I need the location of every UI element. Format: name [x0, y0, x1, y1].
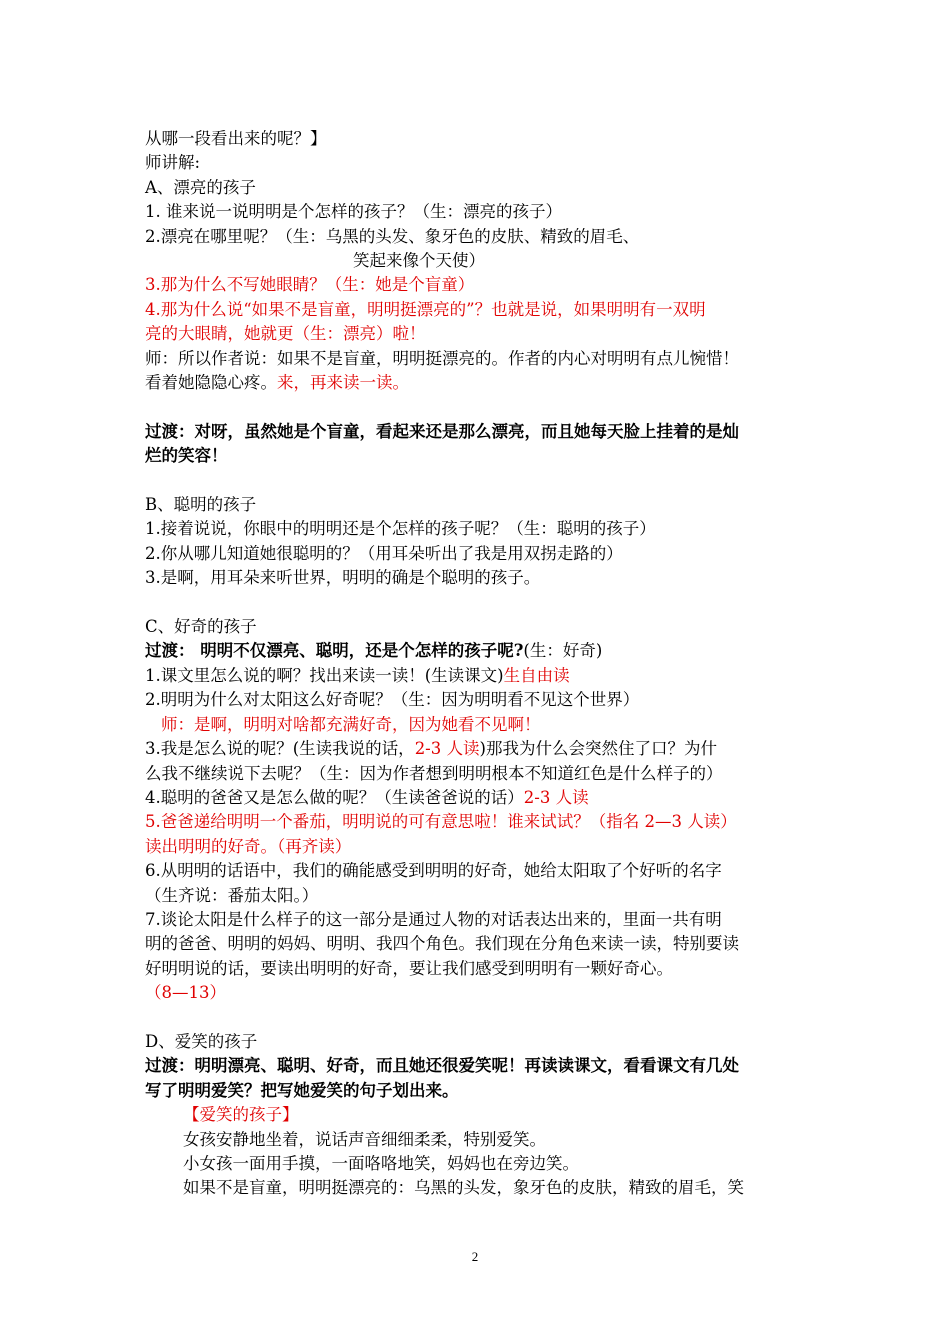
highlight-span: 2-3 人读: [414, 739, 480, 759]
text-span: )那我为什么会突然住了口？为什: [479, 739, 717, 759]
quote-line: 女孩安静地坐着，说话声音细细柔柔，特别爱笑。: [183, 1129, 546, 1149]
quote-line: 小女孩一面用手摸，一面咯咯地笑，妈妈也在旁边笑。: [183, 1154, 579, 1173]
text-span: 3.我是怎么说的呢？(生读我说的话，: [145, 739, 415, 759]
highlight-line: 亮的大眼睛，她就更（生：漂亮）啦！: [145, 324, 426, 344]
text-span: (生：好奇): [523, 641, 603, 661]
text-line: [145, 664, 810, 688]
subsection-heading: C、好奇的孩子: [145, 617, 257, 637]
highlight-span: 生自由读: [503, 665, 570, 685]
text-line: [145, 639, 810, 663]
highlight-line: 读出明明的好奇。（再齐读）: [145, 836, 352, 856]
text-span: 1.课文里怎么说的啊？找出来读一读！(生读课文): [145, 665, 504, 685]
text-line: 2.漂亮在哪里呢？（生：乌黑的头发、象牙色的皮肤、精致的眉毛、: [145, 226, 640, 246]
text-line: 么我不继续说下去呢？（生：因为作者想到明明根本不知道红色是什么样子的）: [145, 763, 723, 783]
section-heading: 师讲解:: [145, 153, 201, 173]
highlight-line: 【爱笑的孩子】: [183, 1105, 299, 1125]
spacer: [145, 395, 810, 419]
highlight-line: 3.那为什么不写她眼睛？（生：她是个盲童）: [145, 275, 475, 295]
highlight-line: 4.那为什么说“如果不是盲童，明明挺漂亮的”？也就是说，如果明明有一双明: [145, 299, 706, 319]
highlight-span: 来，再来读一读。: [277, 373, 409, 393]
document-body: [145, 127, 810, 1201]
subsection-heading: A、漂亮的孩子: [145, 177, 256, 197]
text-line: [145, 786, 810, 810]
spacer: [145, 469, 810, 493]
text-line: 3.是啊，用耳朵来听世界，明明的确是个聪明的孩子。: [145, 568, 541, 588]
text-span: 4.聪明的爸爸又是怎么做的呢？（生读爸爸说的话）: [145, 787, 524, 807]
transition-line: 过渡：明明漂亮、聪明、好奇，而且她还很爱笑呢！再读读课文，看看课文有几处: [145, 1056, 739, 1076]
text-line: 从哪一段看出来的呢？】: [145, 129, 327, 148]
text-span: 看着她隐隐心疼。: [145, 373, 277, 393]
text-line: （生齐说：番茄太阳。）: [145, 885, 319, 905]
text-line: 好明明说的话，要读出明明的好奇，要让我们感受到明明有一颗好奇心。: [145, 958, 673, 978]
transition-line: 烂的笑容！: [145, 446, 228, 466]
highlight-line: 5.爸爸递给明明一个番茄，明明说的可有意思啦！谁来试试？（指名 2—3 人读）: [145, 812, 737, 832]
text-line: 师：所以作者说：如果不是盲童，明明挺漂亮的。作者的内心对明明有点儿惋惜！: [145, 348, 739, 368]
text-line: 1.接着说说，你眼中的明明还是个怎样的孩子呢？（生：聪明的孩子）: [145, 519, 656, 539]
transition-span: 过渡： 明明不仅漂亮、聪明，还是个怎样的孩子呢?: [145, 641, 524, 661]
text-line: 7.谈论太阳是什么样子的这一部分是通过人物的对话表达出来的，里面一共有明: [145, 909, 722, 929]
text-line: 2.你从哪儿知道她很聪明的？（用耳朵听出了我是用双拐走路的）: [145, 543, 623, 563]
subsection-heading: B、聪明的孩子: [145, 495, 257, 515]
text-line: 1. 谁来说一说明明是个怎样的孩子？（生：漂亮的孩子）: [145, 202, 562, 222]
spacer: [145, 1006, 810, 1030]
quote-line: 如果不是盲童，明明挺漂亮的：乌黑的头发，象牙色的皮肤，精致的眉毛，笑: [183, 1178, 744, 1198]
text-line: 明的爸爸、明明的妈妈、明明、我四个角色。我们现在分角色来读一读，特别要读: [145, 934, 739, 954]
text-line: 笑起来像个天使）: [353, 251, 485, 271]
text-line: [145, 737, 810, 761]
text-line: [145, 371, 810, 395]
highlight-line: 师：是啊，明明对啥都充满好奇，因为她看不见啊！: [161, 714, 541, 734]
text-line: 2.明明为什么对太阳这么好奇呢？（生：因为明明看不见这个世界）: [145, 690, 640, 710]
spacer: [145, 591, 810, 615]
transition-line: 写了明明爱笑？把写她爱笑的句子划出来。: [145, 1080, 459, 1100]
page-number: 2: [471, 1249, 479, 1264]
transition-line: 过渡：对呀，虽然她是个盲童，看起来还是那么漂亮，而且她每天脸上挂着的是灿: [145, 421, 739, 441]
highlight-line: （8—13）: [145, 983, 226, 1003]
text-line: 6.从明明的话语中，我们的确能感受到明明的好奇，她给太阳取了个好听的名字: [145, 861, 722, 881]
subsection-heading: D、爱笑的孩子: [145, 1031, 258, 1051]
highlight-span: 2-3 人读: [523, 787, 589, 807]
